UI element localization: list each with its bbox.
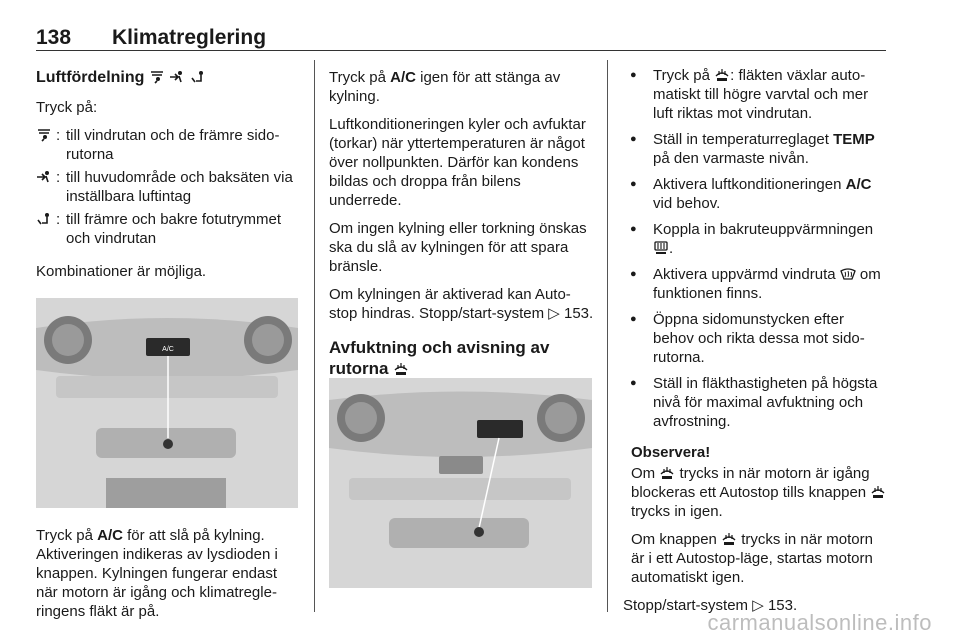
page-header — [36, 26, 886, 56]
list-item: ● Koppla in bakruteuppvärmningen . — [623, 220, 888, 258]
list-item: ● Ställ in fläkthastigheten på högsta nivå för maximal avfuktning och avfrostning. — [623, 374, 888, 431]
column-left-bottom — [36, 526, 298, 630]
column-divider-2 — [607, 60, 608, 612]
heading-defog: Avfuktning och avisning av rutorna — [329, 338, 550, 378]
body-airflow-icon — [169, 70, 185, 84]
header-rule — [36, 50, 886, 51]
chapter-title: Klimatreglering — [112, 26, 267, 49]
defog-steps-list — [623, 66, 888, 431]
front-defrost-icon — [659, 466, 675, 480]
definition-body: : till huvudområde och baksäten via inställbara luftintag — [36, 168, 298, 206]
figure-ac-panel — [36, 298, 298, 508]
figure-defrost-panel — [329, 378, 592, 588]
note-block — [623, 443, 888, 587]
page-number: 138 — [36, 26, 72, 49]
ac-description-paragraph: Luftkonditioneringen kyler och avfuktar (torkar) när yttertemperaturen är något över nollpunkten. Därför kan kondens bildas och droppa från bilens underrede. — [329, 116, 586, 209]
column-middle — [329, 60, 597, 391]
ac-off-paragraph: Tryck på A/C igen för att stänga av kylning. — [329, 69, 561, 105]
definition-windshield: : till vindrutan och de främre sidorutorna — [36, 126, 298, 164]
cross-ref-icon: ▷ — [548, 305, 560, 322]
body-airflow-icon — [36, 170, 52, 184]
ac-panel-illustration — [36, 298, 298, 508]
cross-ref-page[interactable]: 153. — [563, 305, 594, 322]
list-item: ● Aktivera luftkonditioneringen A/C vid behov. — [623, 175, 888, 213]
column-divider-1 — [314, 60, 315, 612]
front-defrost-icon — [714, 68, 730, 82]
front-defrost-icon — [721, 532, 737, 546]
footer-cross-reference: Stopp/start-system ▷ 153. — [623, 597, 798, 614]
defrost-panel-illustration — [329, 378, 592, 588]
ac-button-label: A/C — [162, 346, 174, 353]
cross-ref-page[interactable]: 153. — [767, 597, 798, 614]
autostop-paragraph: Om kylningen är aktiverad kan Auto-stop hindras. Stopp/start-system ▷ 153. — [329, 286, 594, 322]
footwell-airflow-icon — [190, 70, 206, 84]
column-right — [623, 60, 888, 624]
watermark: carmanualsonline.info — [707, 610, 932, 635]
list-item: ● Ställ in temperaturreglaget TEMP på den varmaste nivån. — [623, 130, 888, 168]
cross-ref-icon: ▷ — [752, 597, 764, 614]
front-defrost-icon — [393, 362, 409, 376]
list-item: ● Öppna sidomunstycken efter behov och rikta dessa mot sidorutorna. — [623, 310, 888, 367]
rear-defrost-icon — [653, 241, 669, 255]
list-item: ● Tryck på : fläkten växlar automatiskt till högre varvtal och mer luft riktas mot vindrutan. — [623, 66, 888, 123]
windshield-airflow-icon — [149, 70, 165, 84]
note-title: Observera! — [631, 444, 711, 461]
heated-windshield-icon — [840, 267, 856, 281]
press-label: Tryck på: — [36, 99, 98, 116]
column-left — [36, 60, 298, 317]
footwell-airflow-icon — [36, 212, 52, 226]
list-item: ● Aktivera uppvärmd vindruta om funktionen finns. — [623, 265, 888, 303]
combinations-text: Kombinationer är möjliga. — [36, 263, 207, 280]
windshield-airflow-icon — [36, 128, 52, 142]
fuel-saving-paragraph: Om ingen kylning eller torkning önskas ska du slå av kylningen för att spara bränsle. — [329, 220, 587, 275]
heading-air-distribution: Luftfördelning — [36, 68, 298, 88]
front-defrost-icon — [870, 485, 886, 499]
note-paragraph-1: Om trycks in när motorn är igång blockeras ett Autostop tills knappen trycks in igen. — [631, 464, 888, 521]
ac-paragraph: Tryck på A/C för att slå på kylning. Aktiveringen indikeras av lysdioden i knappen. Kylningen fungerar endast när motorn är igång och klimatregleringens fläkt är på. — [36, 527, 278, 620]
note-paragraph-2: Om knappen trycks in när motorn är i ett Autostop-läge, startas motorn automatiskt igen. — [631, 531, 873, 586]
definition-footwell: : till främre och bakre fotutrymmet och vindrutan — [36, 210, 298, 248]
